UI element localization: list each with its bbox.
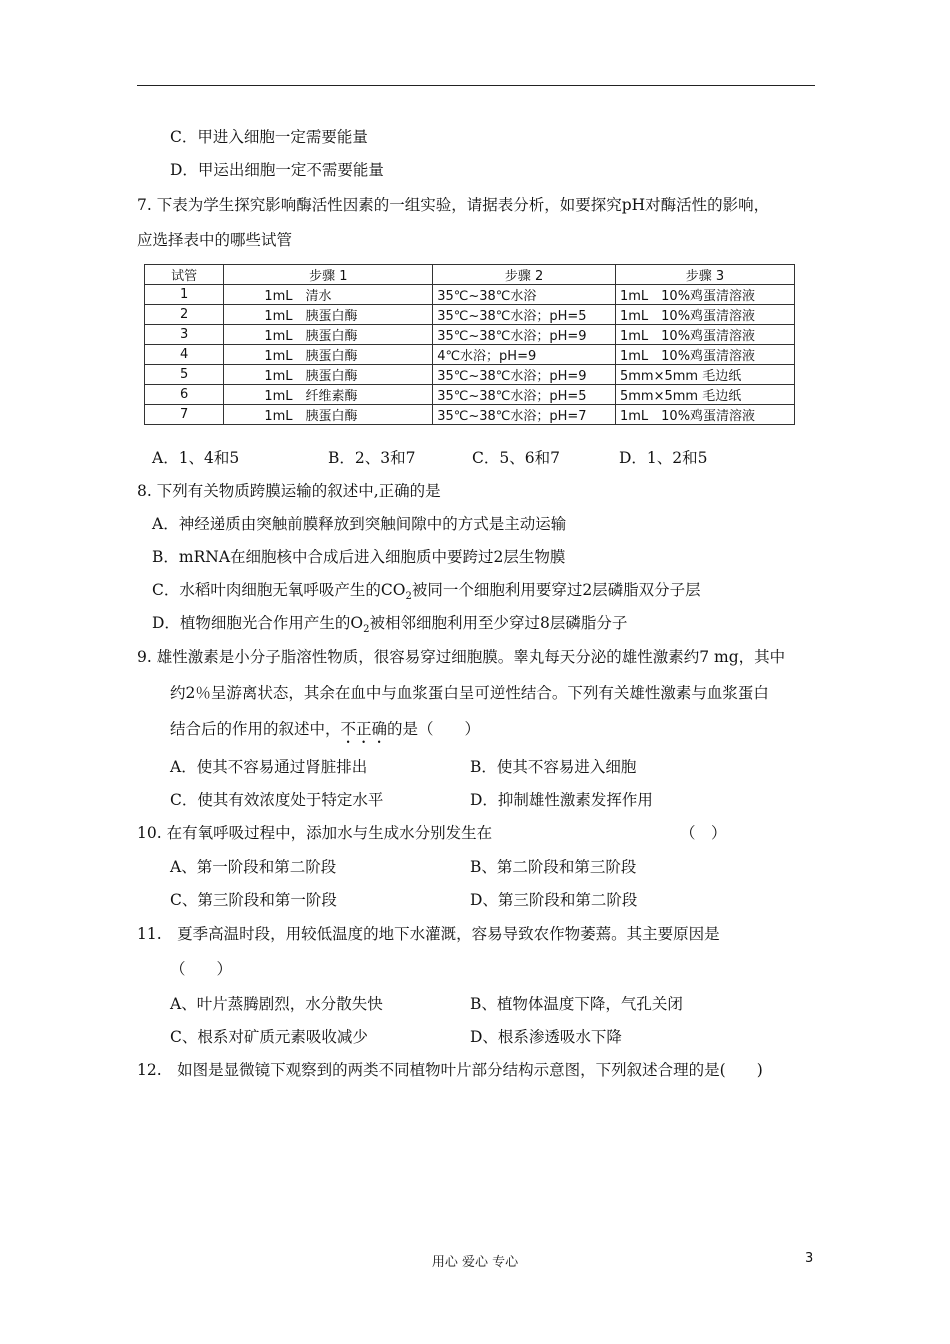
cell-tube: 4 [145, 345, 224, 365]
q9-stem-line1: 9. 雄性激素是小分子脂溶性物质，很容易穿过细胞膜。睾丸每天分泌的雄性激素约7 mg，其中 [137, 648, 786, 666]
q9-stem-line3 [170, 719, 480, 747]
q6-option-d: D．甲运出细胞一定不需要能量 [170, 161, 384, 179]
q11-stem-line1: 11. 夏季高温时段，用较低温度的地下水灌溉，容易导致农作物萎蔫。其主要原因是 [137, 925, 720, 943]
q8-option-a: A．神经递质由突触前膜释放到突触间隙中的方式是主动运输 [152, 515, 567, 533]
q11-option-a: A、叶片蒸腾剧烈，水分散失快 [170, 995, 383, 1013]
header-step2: 步骤 2 [433, 265, 616, 285]
q10-option-a: A、第一阶段和第二阶段 [170, 858, 337, 876]
table-row [145, 305, 795, 325]
header-tube: 试管 [145, 265, 224, 285]
cell-step2: 4℃水浴；pH=9 [433, 345, 616, 365]
q8-option-c [152, 580, 701, 607]
cell-step3: 1mL 10%鸡蛋清溶液 [615, 285, 794, 305]
cell-tube: 3 [145, 325, 224, 345]
q6-option-c: C．甲进入细胞一定需要能量 [170, 128, 368, 146]
q8-option-d-subscript: 2 [363, 624, 370, 636]
q7-option-c: C．5、6和7 [472, 449, 560, 467]
table-row [145, 405, 795, 425]
cell-step2: 35℃~38℃水浴；pH=9 [433, 365, 616, 385]
q9-option-c: C．使其有效浓度处于特定水平 [170, 791, 384, 809]
q11-option-b: B、植物体温度下降，气孔关闭 [470, 995, 683, 1013]
q8-option-c-text-rest: 被同一个细胞利用要穿过2层磷脂双分子层 [411, 581, 701, 599]
q11-option-d: D、根系渗透吸水下降 [470, 1028, 622, 1046]
q7-stem-line2: 应选择表中的哪些试管 [137, 231, 293, 249]
table-header-row [145, 265, 795, 285]
q7-option-b: B．2、3和7 [328, 449, 416, 467]
page-footer: 用心 爱心 专心 [431, 1255, 519, 1270]
q9-option-a: A．使其不容易通过肾脏排出 [170, 758, 368, 776]
page-number: 3 [805, 1251, 814, 1266]
table-row [145, 385, 795, 405]
cell-step1: 1mL 胰蛋白酶 [224, 325, 433, 345]
q11-stem-line2: （ ） [170, 960, 233, 978]
cell-tube: 2 [145, 305, 224, 325]
q8-stem: 8. 下列有关物质跨膜运输的叙述中,正确的是 [137, 482, 441, 500]
q7-option-d: D．1、2和5 [619, 449, 708, 467]
table-row [145, 325, 795, 345]
cell-tube: 5 [145, 365, 224, 385]
q9-stem-line3-text: 结合后的作用的叙述中， [170, 720, 341, 738]
q10-option-d: D、第三阶段和第二阶段 [470, 891, 638, 909]
cell-step2: 35℃~38℃水浴；pH=5 [433, 305, 616, 325]
q8-option-c-text: C．水稻叶肉细胞无氧呼吸产生的CO [152, 581, 406, 599]
table-row [145, 365, 795, 385]
q8-option-c-subscript: 2 [405, 591, 412, 603]
q8-option-b: B．mRNA在细胞核中合成后进入细胞质中要跨过2层生物膜 [152, 548, 566, 566]
experiment-table [144, 264, 795, 425]
cell-tube: 6 [145, 385, 224, 405]
cell-step3: 1mL 10%鸡蛋清溶液 [615, 345, 794, 365]
q10-option-c: C、第三阶段和第一阶段 [170, 891, 337, 909]
q9-option-d: D．抑制雄性激素发挥作用 [470, 791, 653, 809]
cell-step2: 35℃~38℃水浴；pH=7 [433, 405, 616, 425]
table-row [145, 285, 795, 305]
cell-step3: 1mL 10%鸡蛋清溶液 [615, 305, 794, 325]
header-step1: 步骤 1 [224, 265, 433, 285]
q9-emphasis-text: 不正确 [340, 720, 388, 738]
cell-step2: 35℃~38℃水浴 [433, 285, 616, 305]
q10-stem: 10. 在有氧呼吸过程中，添加水与生成水分别发生在 [137, 824, 493, 842]
header-rule [137, 85, 815, 86]
cell-step1: 1mL 清水 [224, 285, 433, 305]
q9-option-b: B．使其不容易进入细胞 [470, 758, 637, 776]
header-step3: 步骤 3 [615, 265, 794, 285]
cell-step3: 5mm×5mm 毛边纸 [615, 385, 794, 405]
cell-step3: 5mm×5mm 毛边纸 [615, 365, 794, 385]
q10-answer-paren: （ ） [680, 824, 727, 842]
cell-step2: 35℃~38℃水浴；pH=9 [433, 325, 616, 345]
cell-step1: 1mL 胰蛋白酶 [224, 405, 433, 425]
table-row [145, 345, 795, 365]
cell-step1: 1mL 胰蛋白酶 [224, 365, 433, 385]
cell-step1: 1mL 纤维素酶 [224, 385, 433, 405]
q8-option-d [152, 613, 627, 640]
cell-tube: 7 [145, 405, 224, 425]
q7-stem-line1: 7. 下表为学生探究影响酶活性因素的一组实验，请据表分析，如要探究pH对酶活性的影响， [137, 196, 770, 214]
cell-step3: 1mL 10%鸡蛋清溶液 [615, 405, 794, 425]
q12-stem: 12. 如图是显微镜下观察到的两类不同植物叶片部分结构示意图，下列叙述合理的是( ) [137, 1061, 763, 1079]
q10-option-b: B、第二阶段和第三阶段 [470, 858, 637, 876]
cell-tube: 1 [145, 285, 224, 305]
cell-step1: 1mL 胰蛋白酶 [224, 345, 433, 365]
cell-step3: 1mL 10%鸡蛋清溶液 [615, 325, 794, 345]
cell-step1: 1mL 胰蛋白酶 [224, 305, 433, 325]
q8-option-d-text-rest: 被相邻细胞利用至少穿过8层磷脂分子 [369, 614, 628, 632]
q9-stem-line2: 约2％呈游离状态，其余在血中与血浆蛋白呈可逆性结合。下列有关雄性激素与血浆蛋白 [170, 684, 769, 702]
q8-option-d-text: D．植物细胞光合作用产生的O [152, 614, 364, 632]
q9-stem-line3-tail: 的是（ ） [387, 720, 481, 738]
q11-option-c: C、根系对矿质元素吸收减少 [170, 1028, 368, 1046]
q7-option-a: A．1、4和5 [152, 449, 240, 467]
cell-step2: 35℃~38℃水浴；pH=5 [433, 385, 616, 405]
